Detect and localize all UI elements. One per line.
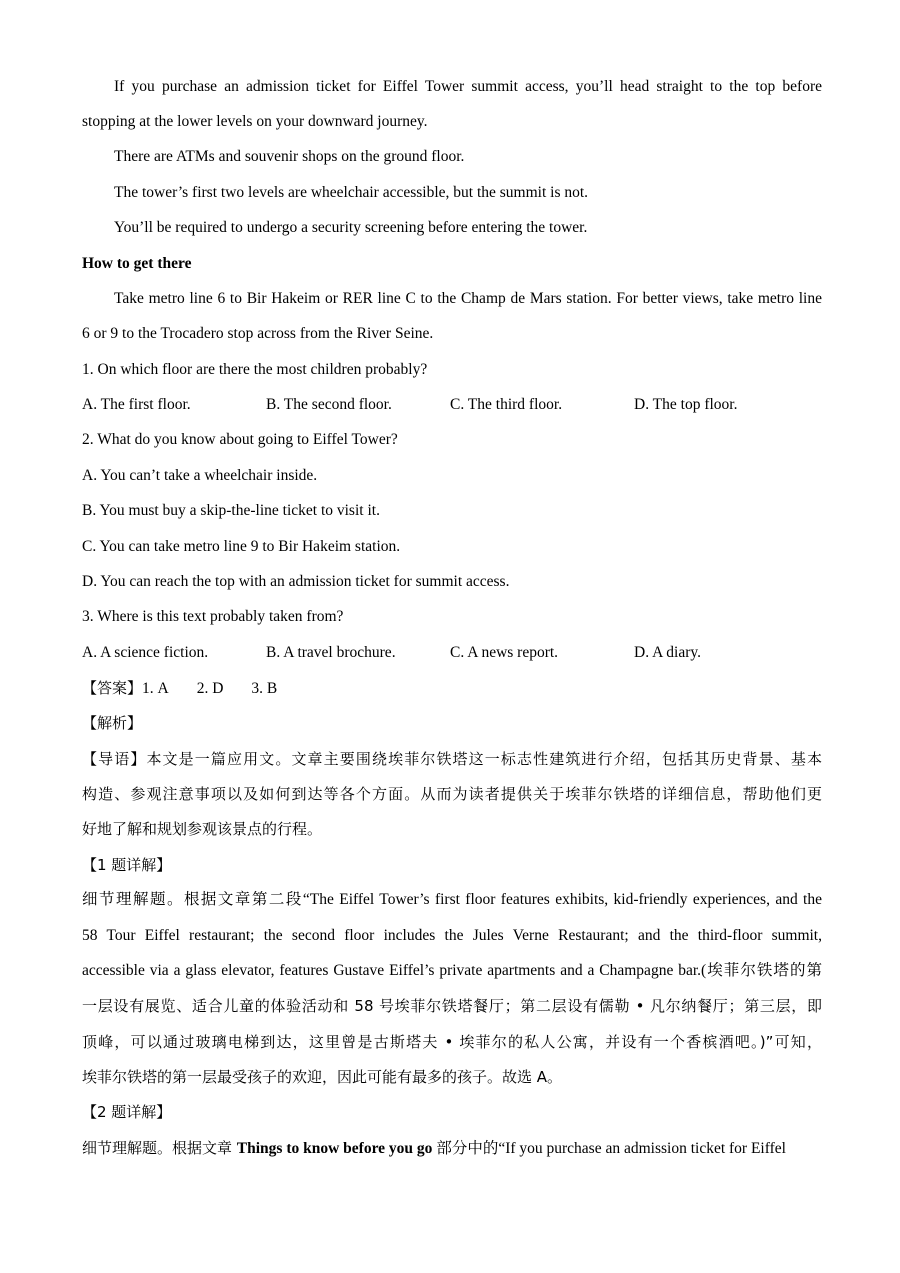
paragraph-summit-line2: stopping at the lower levels on your downward journey. xyxy=(82,113,428,130)
q2-explanation-heading: 【2 题详解】 xyxy=(82,1103,172,1121)
q1-explanation-line2: 58 Tour Eiffel restaurant; the second floor includes the Jules Verne Restaurant; and the third-floor summit, xyxy=(82,927,822,944)
q2-explanation-prefix: 细节理解题。根据文章 xyxy=(82,1139,237,1157)
q1-explanation-line4: 一层设有展览、适合儿童的体验活动和 58 号埃菲尔铁塔餐厅；第二层设有儒勒 • 凡尔纳餐厅；第三层，即 xyxy=(82,997,822,1015)
answer-item-3: 3. B xyxy=(251,680,278,697)
analysis-intro-line1: 【导语】本文是一篇应用文。文章主要围绕埃菲尔铁塔这一标志性建筑进行介绍，包括其历史背景、基本 xyxy=(82,750,822,768)
question-2-option-b: B. You must buy a skip-the-line ticket to visit it. xyxy=(82,502,380,519)
question-1-option-d: D. The top floor. xyxy=(634,396,738,413)
question-2-option-d: D. You can reach the top with an admission ticket for summit access. xyxy=(82,573,510,590)
analysis-label: 【解析】 xyxy=(82,714,143,732)
question-2-stem: 2. What do you know about going to Eiffel Tower? xyxy=(82,431,398,448)
paragraph-directions-line1: Take metro line 6 to Bir Hakeim or RER line C to the Champ de Mars station. For better views, take metro line xyxy=(114,290,822,307)
q1-explanation-heading: 【1 题详解】 xyxy=(82,856,172,874)
question-1-options xyxy=(82,394,822,416)
question-3-options xyxy=(82,642,822,664)
q2-explanation-bold-section: Things to know before you go xyxy=(236,1140,433,1157)
question-3-stem: 3. Where is this text probably taken from? xyxy=(82,608,344,625)
question-3-option-b: B. A travel brochure. xyxy=(266,644,396,661)
question-3-option-c: C. A news report. xyxy=(450,644,559,661)
analysis-intro-line3: 好地了解和规划参观该景点的行程。 xyxy=(82,820,323,838)
q2-explanation-line1 xyxy=(82,1137,822,1159)
paragraph-directions-line2: 6 or 9 to the Trocadero stop across from the River Seine. xyxy=(82,325,434,342)
q1-explanation-line1: 细节理解题。根据文章第二段“The Eiffel Tower’s first floor features exhibits, kid-friendly experiences, and the xyxy=(82,891,822,908)
question-2-option-c: C. You can take metro line 9 to Bir Hakeim station. xyxy=(82,538,401,555)
answer-item-1: 1. A xyxy=(142,680,169,697)
paragraph-summit-line1: If you purchase an admission ticket for Eiffel Tower summit access, you’ll head straight to the top before xyxy=(114,78,822,95)
question-1-option-a: A. The first floor. xyxy=(82,396,191,413)
question-2-option-a: A. You can’t take a wheelchair inside. xyxy=(82,467,318,484)
paragraph-security: You’ll be required to undergo a security screening before entering the tower. xyxy=(114,219,588,236)
q1-explanation-line3: accessible via a glass elevator, features Gustave Eiffel’s private apartments and a Champagne bar.(埃菲尔铁塔的第 xyxy=(82,962,822,979)
section-heading-how-to-get-there: How to get there xyxy=(82,255,192,272)
analysis-intro-line2: 构造、参观注意事项以及如何到达等各个方面。从而为读者提供关于埃菲尔铁塔的详细信息，帮助他们更 xyxy=(82,785,822,803)
q1-explanation-line5: 顶峰，可以通过玻璃电梯到达，这里曾是古斯塔夫 • 埃菲尔的私人公寓，并设有一个香槟酒吧。)”可知， xyxy=(82,1033,822,1051)
question-3-option-d: D. A diary. xyxy=(634,644,702,661)
paragraph-wheelchair: The tower’s first two levels are wheelchair accessible, but the summit is not. xyxy=(114,184,589,201)
question-1-option-b: B. The second floor. xyxy=(266,396,392,413)
paragraph-atms: There are ATMs and souvenir shops on the ground floor. xyxy=(114,148,465,165)
q2-explanation-suffix: 部分中的“If you purchase an admission ticket for Eiffel xyxy=(432,1140,786,1157)
question-1-option-c: C. The third floor. xyxy=(450,396,563,413)
q1-explanation-line6: 埃菲尔铁塔的第一层最受孩子的欢迎，因此可能有最多的孩子。故选 A。 xyxy=(82,1068,563,1086)
answer-label: 【答案】 xyxy=(82,679,143,697)
answer-item-2: 2. D xyxy=(196,680,224,697)
answer-line xyxy=(82,677,822,699)
question-1-stem: 1. On which floor are there the most children probably? xyxy=(82,361,428,378)
question-3-option-a: A. A science fiction. xyxy=(82,644,209,661)
